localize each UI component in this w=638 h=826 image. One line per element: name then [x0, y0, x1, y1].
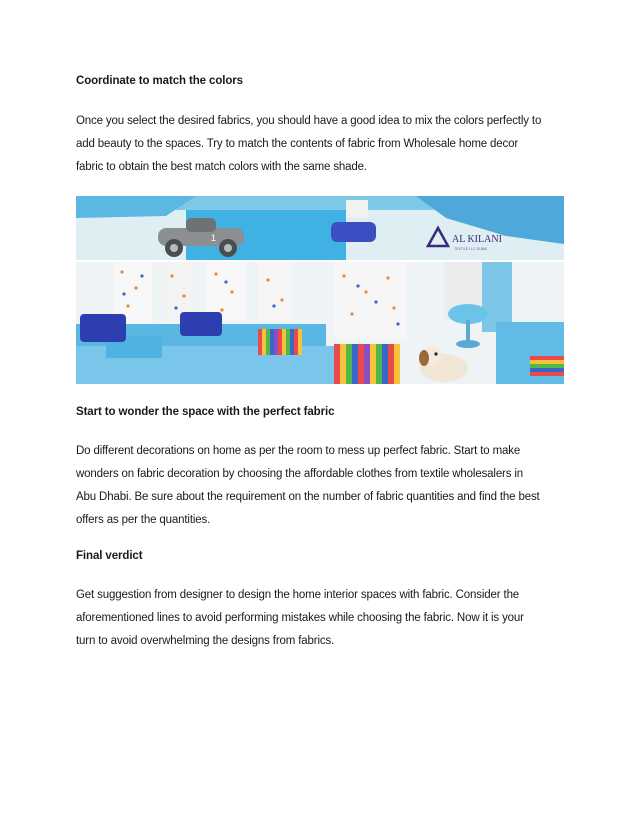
curtain-5 [334, 262, 406, 340]
car-number: 1 [211, 233, 217, 243]
body-line: add beauty to the spaces. Try to match the contents of fabric from Wholesale home decor [76, 138, 519, 150]
body-line: aforementioned lines to avoid performing mistakes while choosing the fabric. Now it is your [76, 612, 524, 624]
section-heading-verdict: Final verdict [76, 550, 143, 562]
body-line: turn to avoid overwhelming the designs from fabrics. [76, 635, 335, 647]
body-line: Once you select the desired fabrics, you should have a good idea to mix the colors perfectly to [76, 115, 542, 127]
blue-curtain [482, 262, 512, 332]
photo-divider [76, 260, 564, 262]
section-body-verdict [76, 584, 576, 653]
curtain-3 [206, 262, 246, 320]
striped-cushion [258, 329, 302, 355]
navy-pillow-left [80, 314, 126, 342]
curtain-4 [258, 262, 292, 320]
striped-fabric-roll [334, 344, 400, 384]
section-body-space [76, 440, 576, 532]
body-line: fabric to obtain the best match colors with the same shade. [76, 161, 367, 173]
section-heading-space: Start to wonder the space with the perfect fabric [76, 406, 335, 418]
section-heading-colors: Coordinate to match the colors [76, 75, 243, 87]
body-line: offers as per the quantities. [76, 514, 211, 526]
body-line: Get suggestion from designer to design the home interior spaces with fabric. Consider the [76, 589, 520, 601]
body-line: Do different decorations on home as per the room to mess up perfect fabric. Start to make [76, 445, 521, 457]
body-line: wonders on fabric decoration by choosing the affordable clothes from textile wholesalers in [76, 468, 524, 480]
navy-pillow-top [331, 222, 376, 242]
bed-stripes [530, 356, 564, 376]
body-line: Abu Dhabi. Be sure about the requirement on the number of fabric quantities and find the best [76, 491, 540, 503]
fabric-photo-collage [76, 196, 564, 384]
section-body-colors [76, 110, 576, 179]
logo-text: AL KILANI [452, 234, 502, 245]
fabric-showcase-photo [76, 196, 564, 384]
navy-pillow-center [180, 312, 222, 336]
logo-subtext: TEXTILE LLC DUBAI [454, 247, 488, 251]
small-curtain-panel [346, 200, 368, 218]
